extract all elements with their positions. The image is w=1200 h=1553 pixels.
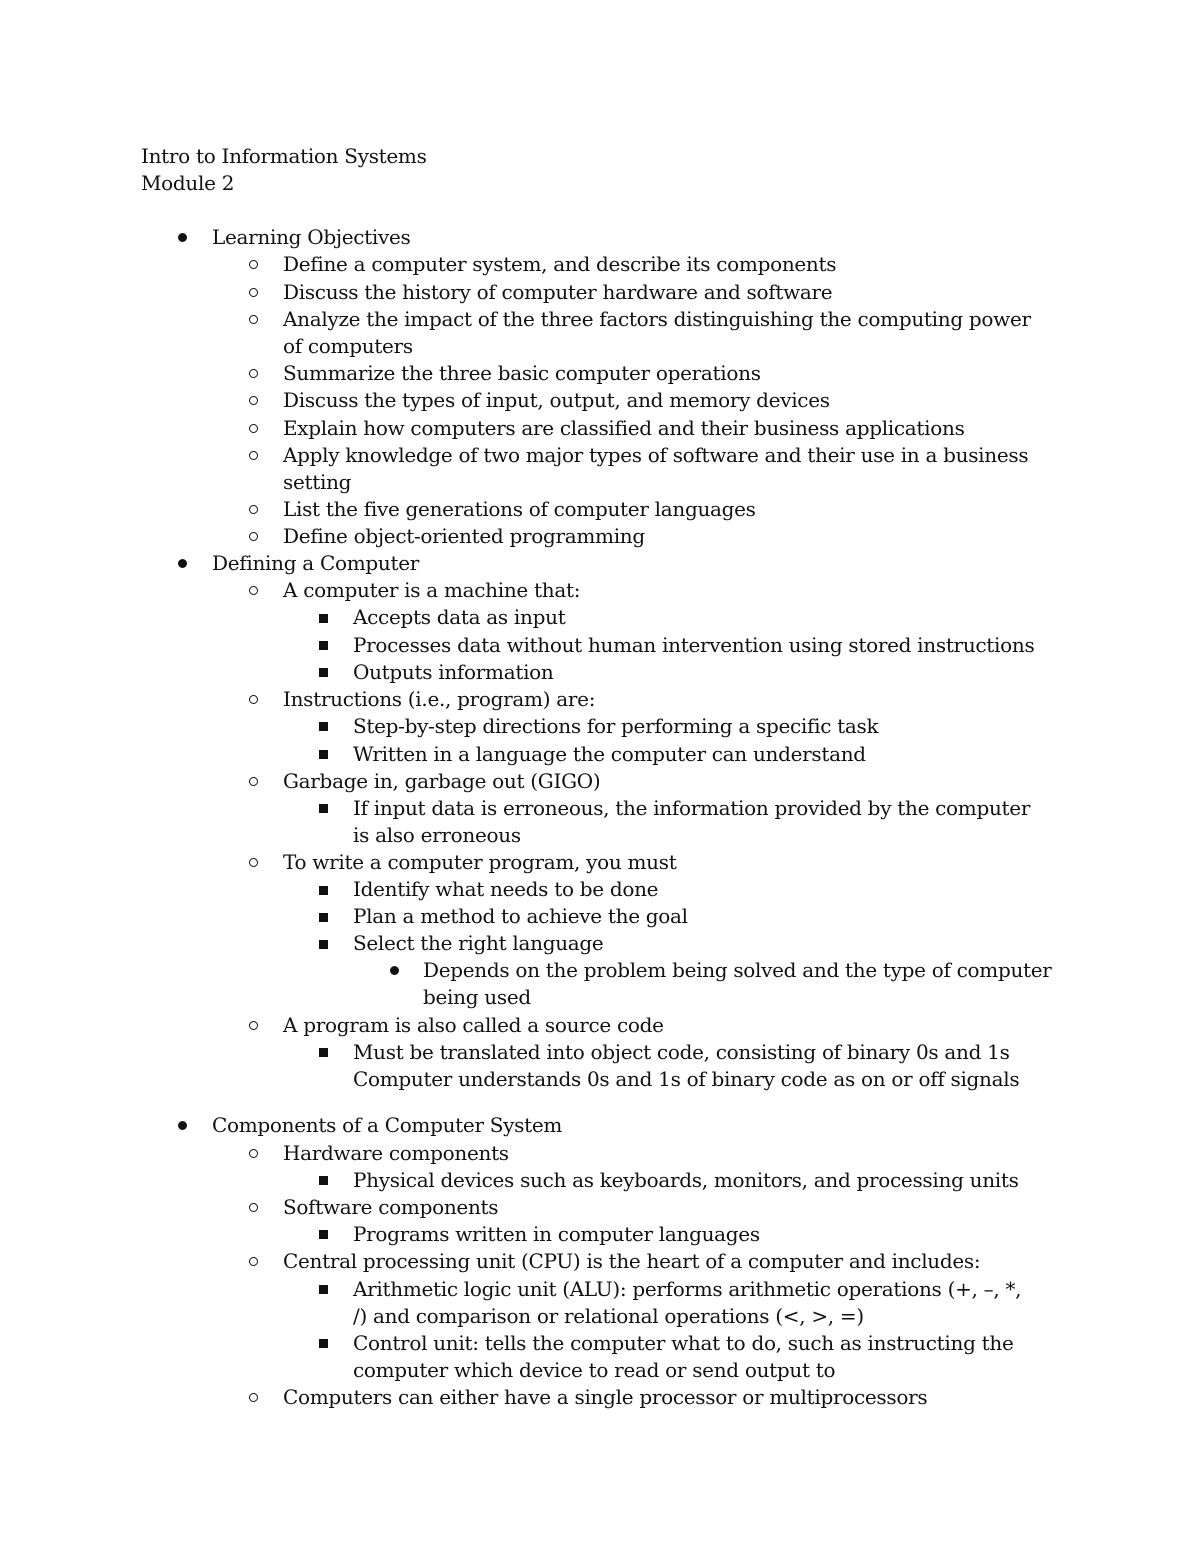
list-subitem: Identify what needs to be done [353, 877, 659, 901]
list-item-continuation: of computers [283, 334, 413, 358]
list-subitem: Control unit: tells the computer what to do, such as instructing the [353, 1331, 1014, 1355]
list-item: Instructions (i.e., program) are: [283, 687, 596, 711]
list-item: Analyze the impact of the three factors distinguishing the computing power [283, 307, 1031, 331]
list-item-continuation: setting [283, 470, 352, 494]
bullet-square-icon [319, 750, 328, 759]
list-item: Software components [283, 1195, 499, 1219]
module-label: Module 2 [141, 171, 235, 195]
list-item: Define a computer system, and describe its components [283, 252, 837, 276]
list-item: Computers can either have a single processor or multiprocessors [283, 1385, 928, 1409]
bullet-circle-icon [249, 260, 258, 269]
list-subitem: Must be translated into object code, consisting of binary 0s and 1s [353, 1040, 1010, 1064]
list-item: Explain how computers are classified and their business applications [283, 416, 965, 440]
bullet-circle-icon [249, 858, 258, 867]
bullet-circle-icon [249, 505, 258, 514]
bullet-square-icon [319, 1285, 328, 1294]
bullet-circle-icon [249, 315, 258, 324]
list-subitem: If input data is erroneous, the information provided by the computer [353, 796, 1031, 820]
bullet-disc-icon [178, 233, 187, 242]
list-subitem: Step-by-step directions for performing a specific task [353, 714, 879, 738]
course-title: Intro to Information Systems [141, 144, 427, 168]
list-subitem: Processes data without human intervention using stored instructions [353, 633, 1035, 657]
list-item: Apply knowledge of two major types of software and their use in a business [283, 443, 1029, 467]
list-item: Hardware components [283, 1141, 509, 1165]
list-item: List the five generations of computer languages [283, 497, 756, 521]
list-item: Garbage in, garbage out (GIGO) [283, 769, 601, 793]
bullet-square-icon [319, 1048, 328, 1057]
list-item: Discuss the types of input, output, and memory devices [283, 388, 830, 412]
bullet-circle-icon [249, 1393, 258, 1402]
bullet-square-icon [319, 668, 328, 677]
list-subitem: Accepts data as input [353, 605, 566, 629]
list-subitem-continuation: /) and comparison or relational operations (<, >, =) [353, 1304, 864, 1328]
list-subitem: Programs written in computer languages [353, 1222, 760, 1246]
bullet-circle-icon [249, 1149, 258, 1158]
list-item: Discuss the history of computer hardware and software [283, 280, 833, 304]
list-item: To write a computer program, you must [283, 850, 677, 874]
bullet-square-icon [319, 1339, 328, 1348]
section-heading-components: Components of a Computer System [212, 1113, 563, 1137]
list-subitem-continuation: is also erroneous [353, 823, 521, 847]
bullet-circle-icon [249, 369, 258, 378]
bullet-square-icon [319, 1230, 328, 1239]
list-subitem: Select the right language [353, 931, 604, 955]
bullet-circle-icon [249, 396, 258, 405]
bullet-circle-icon [249, 288, 258, 297]
list-subitem-continuation: Computer understands 0s and 1s of binary code as on or off signals [353, 1067, 1020, 1091]
bullet-square-icon [319, 722, 328, 731]
bullet-circle-icon [249, 451, 258, 460]
list-item: Central processing unit (CPU) is the heart of a computer and includes: [283, 1249, 981, 1273]
bullet-circle-icon [249, 532, 258, 541]
list-item: Summarize the three basic computer operations [283, 361, 761, 385]
bullet-circle-icon [249, 777, 258, 786]
bullet-circle-icon [249, 1257, 258, 1266]
bullet-disc-icon [390, 966, 399, 975]
bullet-circle-icon [249, 1203, 258, 1212]
bullet-circle-icon [249, 424, 258, 433]
bullet-square-icon [319, 886, 328, 895]
bullet-circle-icon [249, 1021, 258, 1030]
section-heading-defining-a-computer: Defining a Computer [212, 551, 419, 575]
bullet-square-icon [319, 614, 328, 623]
list-subitem: Written in a language the computer can understand [353, 742, 866, 766]
bullet-square-icon [319, 940, 328, 949]
bullet-square-icon [319, 913, 328, 922]
list-subitem: Plan a method to achieve the goal [353, 904, 688, 928]
list-subitem: Physical devices such as keyboards, monitors, and processing units [353, 1168, 1019, 1192]
list-item: Define object-oriented programming [283, 524, 645, 548]
list-subsubitem-continuation: being used [423, 985, 531, 1009]
bullet-disc-icon [178, 559, 187, 568]
bullet-circle-icon [249, 586, 258, 595]
bullet-disc-icon [178, 1121, 187, 1130]
list-subitem: Arithmetic logic unit (ALU): performs arithmetic operations (+, –, *, [353, 1277, 1022, 1301]
list-item: A computer is a machine that: [283, 578, 581, 602]
bullet-circle-icon [249, 695, 258, 704]
section-heading-learning-objectives: Learning Objectives [212, 225, 411, 249]
bullet-square-icon [319, 1176, 328, 1185]
list-subitem-continuation: computer which device to read or send output to [353, 1358, 836, 1382]
bullet-square-icon [319, 641, 328, 650]
list-item: A program is also called a source code [283, 1013, 664, 1037]
list-subsubitem: Depends on the problem being solved and the type of computer [423, 958, 1052, 982]
bullet-square-icon [319, 804, 328, 813]
list-subitem: Outputs information [353, 660, 554, 684]
